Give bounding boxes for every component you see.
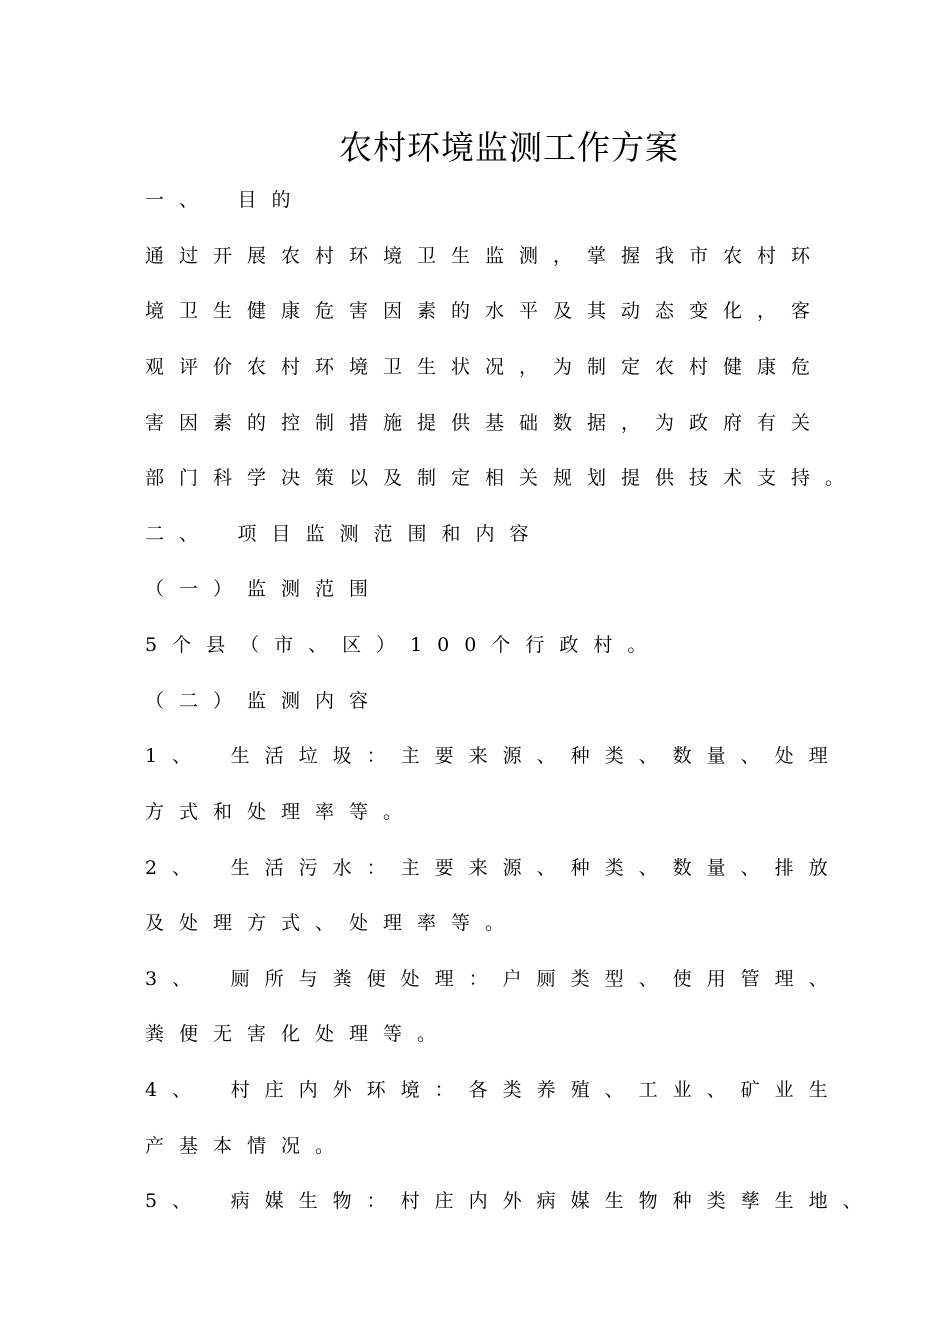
- list-item-line: 及处理方式、处理率等。: [145, 912, 520, 934]
- subsection-heading-range: （一）监测范围: [145, 578, 384, 600]
- section-heading-scope: 二、 项目监测范围和内容: [145, 523, 544, 545]
- paragraph-line: 部门科学决策以及制定相关规划提供技术支持。: [145, 467, 860, 489]
- paragraph-line: 害因素的控制措施提供基础数据，为政府有关: [145, 412, 826, 434]
- document-title: 农村环境监测工作方案: [339, 128, 679, 167]
- list-item-line: 粪便无害化处理等。: [145, 1023, 452, 1045]
- list-item-line: 5、 病媒生物：村庄内外病媒生物种类孳生地、: [145, 1190, 877, 1212]
- list-item-line: 4、 村庄内外环境：各类养殖、工业、矿业生: [145, 1079, 843, 1101]
- section-heading-purpose: 一、 目的: [145, 189, 306, 211]
- list-item-line: 3、 厕所与粪便处理：户厕类型、使用管理、: [145, 968, 843, 990]
- paragraph-line: 5个县（市、区）100个行政村。: [145, 634, 662, 656]
- list-item-line: 方式和处理率等。: [145, 801, 418, 823]
- subsection-heading-content: （二）监测内容: [145, 690, 384, 712]
- paragraph-line: 境卫生健康危害因素的水平及其动态变化，客: [145, 300, 826, 322]
- list-item-line: 产基本情况。: [145, 1135, 350, 1157]
- paragraph-line: 通过开展农村环境卫生监测，掌握我市农村环: [145, 245, 826, 267]
- list-item-line: 1、 生活垃圾：主要来源、种类、数量、处理: [145, 745, 843, 767]
- list-item-line: 2、 生活污水：主要来源、种类、数量、排放: [145, 857, 843, 879]
- paragraph-line: 观评价农村环境卫生状况，为制定农村健康危: [145, 356, 826, 378]
